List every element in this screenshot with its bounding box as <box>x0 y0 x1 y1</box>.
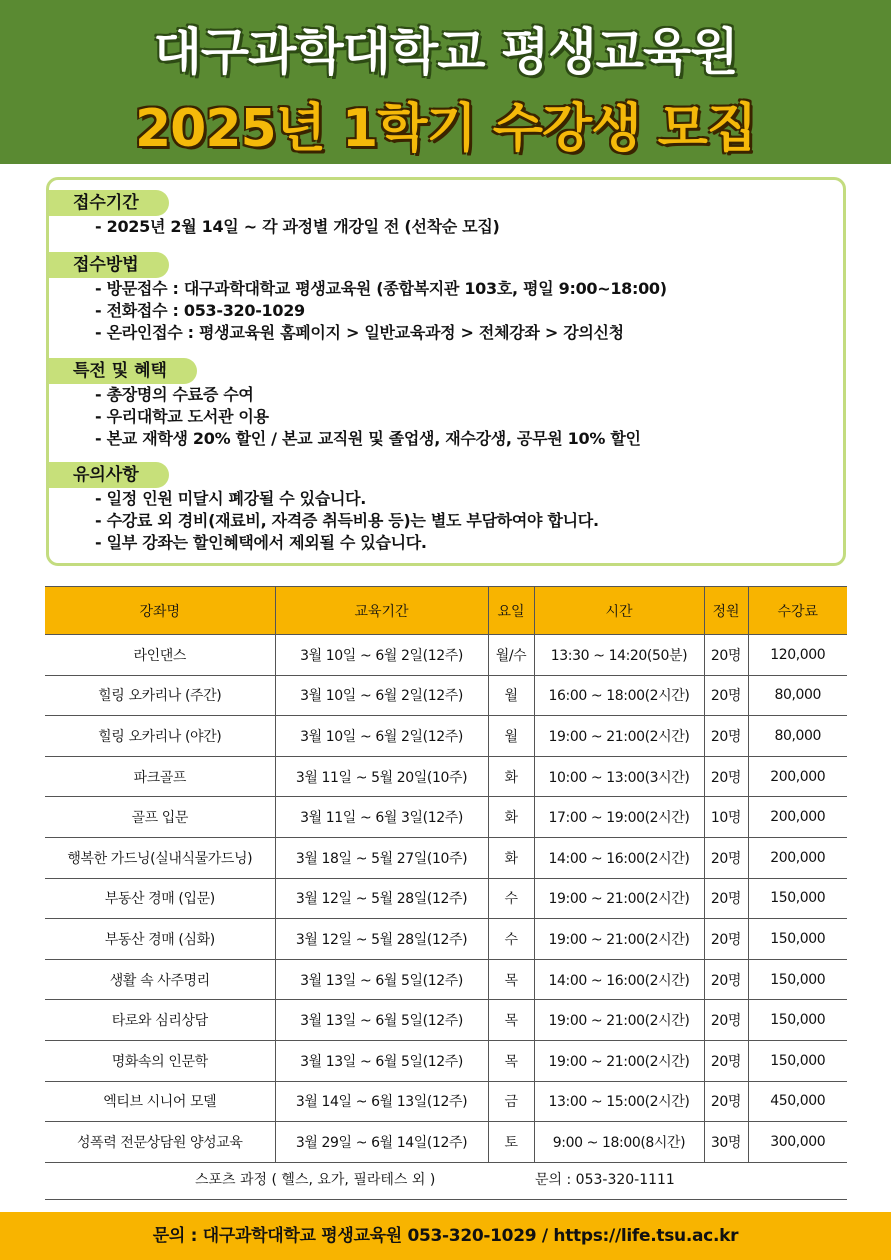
course-name-cell: 힐링 오카리나 (주간) <box>45 675 275 716</box>
course-name-cell: 행복한 가드닝(실내식물가드닝) <box>45 837 275 878</box>
table-header-row <box>45 587 847 635</box>
day-cell: 목 <box>488 959 534 1000</box>
day-cell: 화 <box>488 797 534 838</box>
table-row <box>45 837 847 878</box>
section-line: - 일정 인원 미달시 폐강될 수 있습니다. <box>95 489 367 508</box>
header-banner <box>0 0 891 164</box>
column-header-period: 교육기간 <box>275 587 488 635</box>
capacity-cell: 30명 <box>704 1122 748 1163</box>
table-row <box>45 1122 847 1163</box>
table-row <box>45 919 847 960</box>
section-label: 접수기간 <box>49 190 169 216</box>
time-cell: 13:00 ~ 15:00(2시간) <box>534 1081 704 1122</box>
page-title: 대구과학대학교 평생교육원 <box>153 23 738 81</box>
time-cell: 19:00 ~ 21:00(2시간) <box>534 1040 704 1081</box>
fee-cell: 450,000 <box>748 1081 847 1122</box>
sports-note-row <box>45 1161 847 1200</box>
table-row <box>45 675 847 716</box>
day-cell: 수 <box>488 919 534 960</box>
section-line: - 온라인접수 : 평생교육원 홈페이지 > 일반교육과정 > 전체강좌 > 강의신청 <box>95 323 624 342</box>
capacity-cell: 10명 <box>704 797 748 838</box>
fee-cell: 200,000 <box>748 756 847 797</box>
period-cell: 3월 12일 ~ 5월 28일(12주) <box>275 878 488 919</box>
section-label: 유의사항 <box>49 462 169 488</box>
fee-cell: 300,000 <box>748 1122 847 1163</box>
column-header-course: 강좌명 <box>45 587 275 635</box>
capacity-cell: 20명 <box>704 1081 748 1122</box>
period-cell: 3월 10일 ~ 6월 2일(12주) <box>275 716 488 757</box>
capacity-cell: 20명 <box>704 919 748 960</box>
fee-cell: 150,000 <box>748 1040 847 1081</box>
course-name-cell: 골프 입문 <box>45 797 275 838</box>
course-name-cell: 라인댄스 <box>45 635 275 676</box>
time-cell: 17:00 ~ 19:00(2시간) <box>534 797 704 838</box>
section-notice <box>49 462 599 554</box>
column-header-day: 요일 <box>488 587 534 635</box>
section-line: - 일부 강좌는 할인혜택에서 제외될 수 있습니다. <box>95 533 427 552</box>
section-line: - 2025년 2월 14일 ~ 각 과정별 개강일 전 (선착순 모집) <box>95 217 500 236</box>
section-line: - 전화접수 : 053-320-1029 <box>95 301 305 320</box>
sports-contact: 문의 : 053-320-1111 <box>535 1172 675 1188</box>
fee-cell: 200,000 <box>748 837 847 878</box>
section-period <box>49 190 500 238</box>
fee-cell: 150,000 <box>748 959 847 1000</box>
column-header-capacity: 정원 <box>704 587 748 635</box>
section-label: 특전 및 혜택 <box>49 358 197 384</box>
section-line: - 본교 재학생 20% 할인 / 본교 교직원 및 졸업생, 재수강생, 공무원 10% 할인 <box>95 429 641 448</box>
fee-cell: 200,000 <box>748 797 847 838</box>
course-name-cell: 성폭력 전문상담원 양성교육 <box>45 1122 275 1163</box>
section-line: - 총장명의 수료증 수여 <box>95 385 254 404</box>
capacity-cell: 20명 <box>704 1040 748 1081</box>
day-cell: 금 <box>488 1081 534 1122</box>
table-row <box>45 756 847 797</box>
day-cell: 월 <box>488 675 534 716</box>
time-cell: 19:00 ~ 21:00(2시간) <box>534 716 704 757</box>
day-cell: 월/수 <box>488 635 534 676</box>
page-subtitle: 2025년 1학기 수강생 모집 <box>134 99 757 159</box>
capacity-cell: 20명 <box>704 837 748 878</box>
section-line: - 수강료 외 경비(재료비, 자격증 취득비용 등)는 별도 부담하여야 합니다. <box>95 511 599 530</box>
time-cell: 19:00 ~ 21:00(2시간) <box>534 919 704 960</box>
course-name-cell: 엑티브 시니어 모델 <box>45 1081 275 1122</box>
fee-cell: 150,000 <box>748 878 847 919</box>
time-cell: 9:00 ~ 18:00(8시간) <box>534 1122 704 1163</box>
course-name-cell: 명화속의 인문학 <box>45 1040 275 1081</box>
course-name-cell: 부동산 경매 (심화) <box>45 919 275 960</box>
day-cell: 화 <box>488 837 534 878</box>
section-line: - 방문접수 : 대구과학대학교 평생교육원 (종합복지관 103호, 평일 9:00~18:00) <box>95 279 667 298</box>
section-label: 접수방법 <box>49 252 169 278</box>
capacity-cell: 20명 <box>704 716 748 757</box>
period-cell: 3월 12일 ~ 5월 28일(12주) <box>275 919 488 960</box>
period-cell: 3월 18일 ~ 5월 27일(10주) <box>275 837 488 878</box>
table-row <box>45 878 847 919</box>
column-header-time: 시간 <box>534 587 704 635</box>
time-cell: 10:00 ~ 13:00(3시간) <box>534 756 704 797</box>
time-cell: 14:00 ~ 16:00(2시간) <box>534 959 704 1000</box>
time-cell: 14:00 ~ 16:00(2시간) <box>534 837 704 878</box>
day-cell: 목 <box>488 1000 534 1041</box>
table-row <box>45 635 847 676</box>
period-cell: 3월 14일 ~ 6월 13일(12주) <box>275 1081 488 1122</box>
period-cell: 3월 11일 ~ 5월 20일(10주) <box>275 756 488 797</box>
capacity-cell: 20명 <box>704 1000 748 1041</box>
table-row <box>45 716 847 757</box>
capacity-cell: 20명 <box>704 959 748 1000</box>
footer-contact: 문의 : 대구과학대학교 평생교육원 053-320-1029 / https://life.tsu.ac.kr <box>0 1212 891 1260</box>
period-cell: 3월 10일 ~ 6월 2일(12주) <box>275 635 488 676</box>
period-cell: 3월 13일 ~ 6월 5일(12주) <box>275 959 488 1000</box>
fee-cell: 150,000 <box>748 1000 847 1041</box>
table-row <box>45 797 847 838</box>
period-cell: 3월 29일 ~ 6월 14일(12주) <box>275 1122 488 1163</box>
table-row <box>45 1081 847 1122</box>
table-row <box>45 959 847 1000</box>
fee-cell: 150,000 <box>748 919 847 960</box>
day-cell: 수 <box>488 878 534 919</box>
time-cell: 13:30 ~ 14:20(50분) <box>534 635 704 676</box>
sports-course-note: 스포츠 과정 ( 헬스, 요가, 필라테스 외 ) <box>195 1172 436 1188</box>
course-name-cell: 부동산 경매 (입문) <box>45 878 275 919</box>
column-header-fee: 수강료 <box>748 587 847 635</box>
course-name-cell: 타로와 심리상담 <box>45 1000 275 1041</box>
fee-cell: 120,000 <box>748 635 847 676</box>
course-table <box>45 586 847 1163</box>
time-cell: 19:00 ~ 21:00(2시간) <box>534 878 704 919</box>
capacity-cell: 20명 <box>704 635 748 676</box>
day-cell: 월 <box>488 716 534 757</box>
capacity-cell: 20명 <box>704 878 748 919</box>
table-row <box>45 1000 847 1041</box>
day-cell: 토 <box>488 1122 534 1163</box>
fee-cell: 80,000 <box>748 716 847 757</box>
time-cell: 16:00 ~ 18:00(2시간) <box>534 675 704 716</box>
period-cell: 3월 10일 ~ 6월 2일(12주) <box>275 675 488 716</box>
capacity-cell: 20명 <box>704 675 748 716</box>
table-row <box>45 1040 847 1081</box>
day-cell: 화 <box>488 756 534 797</box>
course-name-cell: 파크골프 <box>45 756 275 797</box>
section-method <box>49 252 667 344</box>
fee-cell: 80,000 <box>748 675 847 716</box>
capacity-cell: 20명 <box>704 756 748 797</box>
day-cell: 목 <box>488 1040 534 1081</box>
period-cell: 3월 11일 ~ 6월 3일(12주) <box>275 797 488 838</box>
course-name-cell: 생활 속 사주명리 <box>45 959 275 1000</box>
time-cell: 19:00 ~ 21:00(2시간) <box>534 1000 704 1041</box>
course-name-cell: 힐링 오카리나 (야간) <box>45 716 275 757</box>
info-box <box>46 177 846 566</box>
section-benefits <box>49 358 641 450</box>
period-cell: 3월 13일 ~ 6월 5일(12주) <box>275 1040 488 1081</box>
period-cell: 3월 13일 ~ 6월 5일(12주) <box>275 1000 488 1041</box>
section-line: - 우리대학교 도서관 이용 <box>95 407 269 426</box>
